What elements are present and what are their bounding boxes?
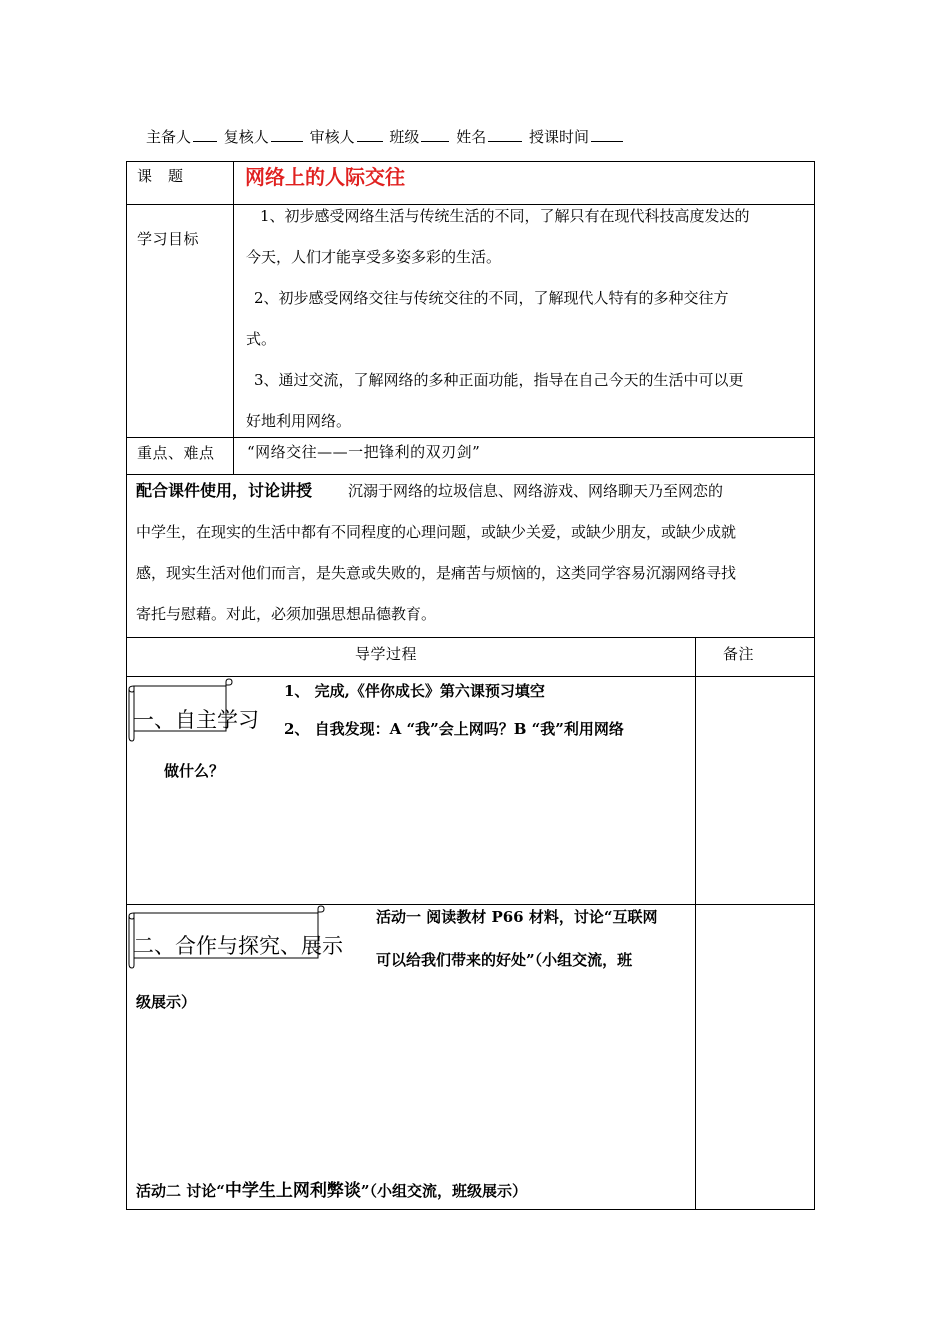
section1-item2-cont: 做什么？ (164, 762, 225, 780)
goal-2-line2: 式。 (246, 330, 277, 348)
section1-item2: 2、 自我发现：A “我”会上网吗？B “我”利用网络 (284, 720, 624, 738)
auditor-blank (357, 127, 383, 142)
name-blank (488, 127, 522, 142)
goal-3-line1: 3、通过交流，了解网络的多种正面功能，指导在自己今天的生活中可以更 (254, 371, 744, 389)
header-line (146, 126, 625, 147)
header-reviewer-label: 复核人 (223, 128, 269, 146)
goals-label: 学习目标 (137, 230, 200, 248)
activity2-line (136, 1176, 527, 1201)
method-line-4: 寄托与慰藉。对此，必须加强思想品德教育。 (136, 605, 437, 623)
process-header: 导学过程 (355, 645, 418, 663)
method-line-3: 感，现实生活对他们而言，是失意或失败的，是痛苦与烦恼的，这类同学容易沉溺网络寻找 (136, 564, 737, 582)
reviewer-blank (271, 127, 303, 142)
method-line-1: 沉溺于网络的垃圾信息、网络游戏、网络聊天乃至网恋的 (348, 482, 724, 500)
activity2-topic: 中学生上网利弊谈 (224, 1181, 361, 1201)
header-preparer-label: 主备人 (146, 128, 192, 146)
preparer-blank (193, 127, 217, 142)
goals-block (246, 196, 811, 442)
activity2-prefix: 活动二 讨论“ (136, 1182, 225, 1200)
key-points-label: 重点、难点 (137, 444, 215, 462)
activity2-suffix: ”（小组交流，班级展示） (360, 1182, 527, 1200)
goal-1-line2: 今天，人们才能享受多姿多彩的生活。 (246, 248, 502, 266)
header-time-label: 授课时间 (528, 128, 589, 146)
time-blank (591, 127, 623, 142)
activity1-line2: 可以给我们带来的好处”（小组交流，班 (376, 951, 633, 969)
class-blank (421, 127, 449, 142)
topic-label: 课 题 (137, 167, 184, 185)
method-title: 配合课件使用，讨论讲授 (136, 481, 313, 500)
section2-title: 二、合作与探究、展示 (133, 934, 343, 958)
goal-2-line1: 2、初步感受网络交往与传统交往的不同，了解现代人特有的多种交往方 (254, 289, 729, 307)
method-line-2: 中学生，在现实的生活中都有不同程度的心理问题，或缺少关爱，或缺少朋友，或缺少成就 (136, 523, 737, 541)
key-points-value: “网络交往——一把锋利的双刃剑” (247, 443, 481, 461)
activity1-line3: 级展示） (136, 993, 197, 1011)
method-block (136, 470, 812, 635)
header-name-label: 姓名 (456, 128, 487, 146)
header-auditor-label: 审核人 (309, 128, 355, 146)
goal-1-line1: 1、初步感受网络生活与传统生活的不同，了解只有在现代科技高度发达的 (260, 207, 750, 225)
notes-header: 备注 (723, 645, 755, 663)
section1-title: 一、自主学习 (133, 708, 259, 732)
goal-3-line2: 好地利用网络。 (246, 412, 352, 430)
topic-title: 网络上的人际交往 (245, 165, 405, 189)
section1-item1: 1、 完成,《伴你成长》第六课预习填空 (284, 682, 545, 700)
activity1-line1: 活动一 阅读教材 P66 材料，讨论“互联网 (376, 908, 658, 926)
header-class-label: 班级 (389, 128, 420, 146)
